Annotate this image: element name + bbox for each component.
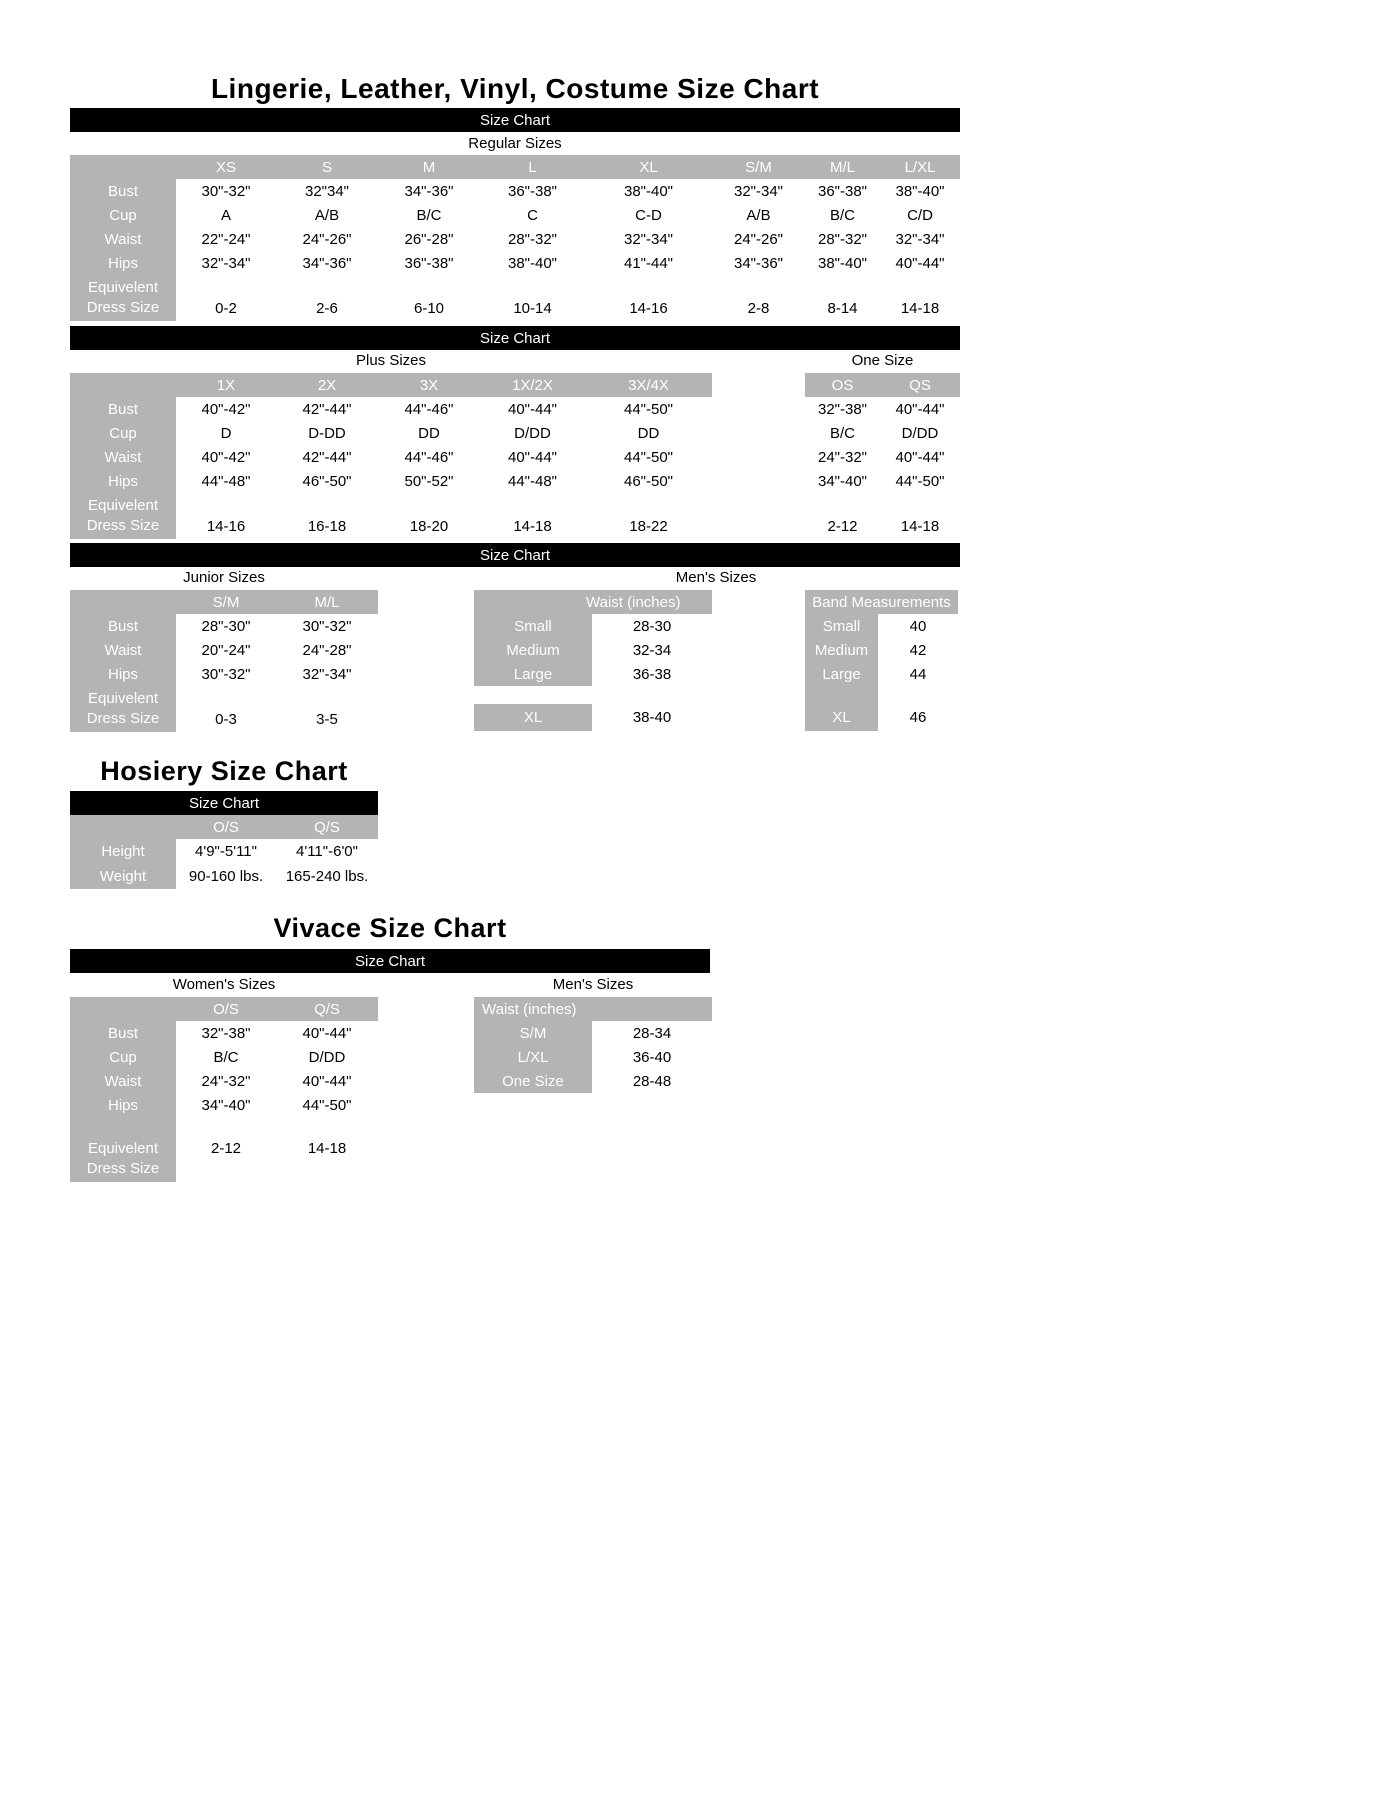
row-label: Hips — [70, 1093, 176, 1117]
table-cell: D — [176, 421, 276, 445]
corner-cell — [70, 815, 176, 839]
table-cell: 38-40 — [592, 704, 712, 731]
table-cell: 24"-28" — [276, 638, 378, 662]
table-cell: 40"-42" — [176, 445, 276, 469]
vivace-chart-title: Vivace Size Chart — [273, 913, 507, 943]
row-label: Large — [805, 662, 878, 686]
row-label: L/XL — [474, 1045, 592, 1069]
table-cell: D/DD — [480, 421, 585, 445]
vivace-womens-section-label: Women's Sizes — [172, 976, 276, 993]
row-label: Medium — [805, 638, 878, 662]
table-cell: DD — [585, 421, 712, 445]
vivace-mens-section-label: Men's Sizes — [552, 976, 634, 993]
column-header: S/M — [176, 590, 276, 614]
row-label: One Size — [474, 1069, 592, 1093]
table-cell: 32"-38" — [805, 397, 880, 421]
table-cell: 28"-32" — [805, 227, 880, 251]
one-size-section-label: One Size — [851, 352, 914, 369]
table-cell: 8-14 — [805, 275, 880, 321]
table-cell: B/C — [176, 1045, 276, 1069]
row-label: Bust — [70, 1021, 176, 1045]
column-header: M/L — [276, 590, 378, 614]
table-cell: 44"-50" — [585, 445, 712, 469]
table-cell: 50"-52" — [378, 469, 480, 493]
table-cell: 2-6 — [276, 275, 378, 321]
table-cell: 44 — [878, 662, 958, 686]
junior-sizes-section-label: Junior Sizes — [183, 569, 265, 586]
column-header: 2X — [276, 373, 378, 397]
table-cell: 44"-50" — [880, 469, 960, 493]
row-label-line: Equivelent — [87, 1140, 159, 1157]
row-label: Small — [474, 614, 592, 638]
row-label-line: Dress Size — [86, 299, 160, 316]
table-cell: A/B — [276, 203, 378, 227]
row-label: Cup — [70, 1045, 176, 1069]
column-header: Q/S — [276, 997, 378, 1021]
column-header: 3X/4X — [585, 373, 712, 397]
column-header: L — [480, 155, 585, 179]
row-label-line: Dress Size — [86, 710, 160, 727]
regular-sizes-table — [70, 155, 960, 321]
table-cell: 14-18 — [480, 493, 585, 539]
table-cell: 44"-50" — [585, 397, 712, 421]
table-cell: 44"-48" — [480, 469, 585, 493]
table-cell: 36"-38" — [480, 179, 585, 203]
table-cell: 0-3 — [176, 686, 276, 732]
table-cell: 38"-40" — [805, 251, 880, 275]
hosiery-table — [70, 815, 378, 889]
table-cell: 32"-34" — [712, 179, 805, 203]
table-cell: A — [176, 203, 276, 227]
table-cell: 44"-50" — [276, 1093, 378, 1117]
table-cell: 42"-44" — [276, 397, 378, 421]
table-cell: 32"34" — [276, 179, 378, 203]
spacer-cell — [276, 1117, 378, 1136]
column-header: M — [378, 155, 480, 179]
table-cell: 24"-26" — [712, 227, 805, 251]
waist-inches-header: Waist (inches) — [474, 997, 712, 1021]
table-cell: 26"-28" — [378, 227, 480, 251]
hosiery-chart-title: Hosiery Size Chart — [100, 756, 348, 786]
table-cell: 2-12 — [176, 1136, 276, 1182]
row-label: XL — [805, 704, 878, 731]
table-cell: 10-14 — [480, 275, 585, 321]
row-label-line: Equivelent — [87, 690, 159, 707]
table-cell: 2-12 — [805, 493, 880, 539]
table-cell: 34"-36" — [378, 179, 480, 203]
spacer-cell — [878, 686, 958, 704]
table-cell: 44"-48" — [176, 469, 276, 493]
corner-cell — [70, 590, 176, 614]
table-cell: 44"-46" — [378, 397, 480, 421]
mens-sizes-section-label: Men's Sizes — [675, 569, 757, 586]
table-cell: 44"-46" — [378, 445, 480, 469]
vivace-womens-table — [70, 997, 378, 1182]
table-cell: 38"-40" — [585, 179, 712, 203]
spacer-cell — [712, 397, 805, 421]
table-cell: C-D — [585, 203, 712, 227]
table-cell: 32"-34" — [585, 227, 712, 251]
column-header: XS — [176, 155, 276, 179]
table-cell: 90-160 lbs. — [176, 864, 276, 889]
row-label: Bust — [70, 614, 176, 638]
table-cell: 4'9"-5'11" — [176, 839, 276, 864]
table-cell: 40"-44" — [480, 445, 585, 469]
table-cell: 6-10 — [378, 275, 480, 321]
table-cell: C/D — [880, 203, 960, 227]
table-cell: 36-40 — [592, 1045, 712, 1069]
table-cell: 24"-32" — [805, 445, 880, 469]
table-cell: 34"-40" — [805, 469, 880, 493]
row-label: Bust — [70, 397, 176, 421]
corner-cell — [70, 997, 176, 1021]
row-label: Waist — [70, 638, 176, 662]
band-measurements-header: Band Measurements — [805, 590, 958, 614]
table-cell: DD — [378, 421, 480, 445]
table-cell: 40"-44" — [276, 1069, 378, 1093]
spacer-cell — [805, 686, 878, 704]
column-header: XL — [585, 155, 712, 179]
row-label: Hips — [70, 469, 176, 493]
column-header: 1X — [176, 373, 276, 397]
table-cell: 30"-32" — [176, 179, 276, 203]
table-cell: 14-18 — [276, 1136, 378, 1182]
row-label-line: Dress Size — [86, 1160, 160, 1177]
regular-sizes-section-label: Regular Sizes — [468, 135, 562, 152]
table-cell: 18-22 — [585, 493, 712, 539]
table-cell: 40"-44" — [880, 251, 960, 275]
corner-cell — [70, 373, 176, 397]
row-label: Small — [805, 614, 878, 638]
junior-sizes-table — [70, 590, 378, 732]
table-cell: 14-18 — [880, 493, 960, 539]
table-cell: 46"-50" — [276, 469, 378, 493]
row-label: Cup — [70, 203, 176, 227]
table-cell: 30"-32" — [276, 614, 378, 638]
column-header: O/S — [176, 815, 276, 839]
table-cell: 165-240 lbs. — [276, 864, 378, 889]
corner-cell — [70, 155, 176, 179]
table-cell: 20"-24" — [176, 638, 276, 662]
table-cell: 28-34 — [592, 1021, 712, 1045]
vivace-mens-table — [474, 997, 712, 1093]
table-cell: 34"-36" — [276, 251, 378, 275]
table-cell: 28-30 — [592, 614, 712, 638]
table-cell: 14-16 — [176, 493, 276, 539]
row-label: XL — [474, 704, 592, 731]
column-header: S/M — [712, 155, 805, 179]
hosiery-size-chart-bar: Size Chart — [70, 791, 378, 815]
spacer-cell — [712, 373, 805, 397]
mens-waist-table — [474, 590, 712, 731]
table-cell: A/B — [712, 203, 805, 227]
row-label: Height — [70, 839, 176, 864]
table-cell: 36"-38" — [378, 251, 480, 275]
row-label: Waist — [70, 445, 176, 469]
row-label: Bust — [70, 179, 176, 203]
row-label: Hips — [70, 251, 176, 275]
table-cell: 34"-40" — [176, 1093, 276, 1117]
table-cell: 36"-38" — [805, 179, 880, 203]
table-cell: 34"-36" — [712, 251, 805, 275]
table-cell: 36-38 — [592, 662, 712, 686]
row-label-equivelent-dress-size — [70, 275, 176, 321]
table-cell: 38"-40" — [480, 251, 585, 275]
row-label-equivelent-dress-size — [70, 686, 176, 732]
table-cell: 14-18 — [880, 275, 960, 321]
table-cell: D-DD — [276, 421, 378, 445]
table-cell: 40"-44" — [880, 397, 960, 421]
table-cell: 40"-44" — [276, 1021, 378, 1045]
table-cell: 40 — [878, 614, 958, 638]
table-cell: C — [480, 203, 585, 227]
table-cell: 42 — [878, 638, 958, 662]
table-cell: 14-16 — [585, 275, 712, 321]
row-label-equivelent-dress-size — [70, 493, 176, 539]
table-cell: 28"-32" — [480, 227, 585, 251]
table-cell: 32"-38" — [176, 1021, 276, 1045]
table-cell: 40"-44" — [480, 397, 585, 421]
table-cell: 46"-50" — [585, 469, 712, 493]
plus-sizes-section-label: Plus Sizes — [355, 352, 427, 369]
size-chart-bar-3: Size Chart — [70, 543, 960, 567]
table-cell: 28-48 — [592, 1069, 712, 1093]
table-cell: 22"-24" — [176, 227, 276, 251]
spacer-cell — [712, 445, 805, 469]
row-label: Waist — [70, 227, 176, 251]
table-cell: B/C — [805, 203, 880, 227]
row-label: Hips — [70, 662, 176, 686]
row-label: Large — [474, 662, 592, 686]
row-label-line: Equivelent — [87, 279, 159, 296]
column-header: O/S — [176, 997, 276, 1021]
table-cell: 3-5 — [276, 686, 378, 732]
table-cell: 32"-34" — [276, 662, 378, 686]
table-cell: 24"-26" — [276, 227, 378, 251]
lingerie-chart-title: Lingerie, Leather, Vinyl, Costume Size Chart — [210, 73, 820, 104]
table-cell: 30"-32" — [176, 662, 276, 686]
plus-sizes-table — [70, 373, 960, 539]
table-cell: 4'11"-6'0" — [276, 839, 378, 864]
spacer-cell — [712, 493, 805, 539]
size-chart-bar-1: Size Chart — [70, 108, 960, 132]
table-cell: 46 — [878, 704, 958, 731]
table-cell: D/DD — [276, 1045, 378, 1069]
table-cell: 16-18 — [276, 493, 378, 539]
column-header: 1X/2X — [480, 373, 585, 397]
table-cell: 40"-42" — [176, 397, 276, 421]
table-cell: 42"-44" — [276, 445, 378, 469]
table-cell: 38"-40" — [880, 179, 960, 203]
row-label-line: Dress Size — [86, 517, 160, 534]
row-label-line: Equivelent — [87, 497, 159, 514]
column-header: 3X — [378, 373, 480, 397]
column-header: QS — [880, 373, 960, 397]
band-measurements-table — [805, 590, 958, 731]
table-cell: 0-2 — [176, 275, 276, 321]
table-cell: 2-8 — [712, 275, 805, 321]
row-label: Medium — [474, 638, 592, 662]
spacer-cell — [176, 1117, 276, 1136]
size-chart-bar-2: Size Chart — [70, 326, 960, 350]
spacer-row — [474, 686, 712, 704]
spacer-cell — [712, 469, 805, 493]
column-header: L/XL — [880, 155, 960, 179]
row-label-equivelent-dress-size — [70, 1136, 176, 1182]
row-label: Weight — [70, 864, 176, 889]
vivace-size-chart-bar: Size Chart — [70, 949, 710, 973]
column-header: Q/S — [276, 815, 378, 839]
table-cell: 40"-44" — [880, 445, 960, 469]
table-cell: B/C — [805, 421, 880, 445]
column-header: S — [276, 155, 378, 179]
table-cell: 24"-32" — [176, 1069, 276, 1093]
table-cell: 18-20 — [378, 493, 480, 539]
table-cell: 32-34 — [592, 638, 712, 662]
table-cell: 41"-44" — [585, 251, 712, 275]
table-cell: D/DD — [880, 421, 960, 445]
row-label: Waist — [70, 1069, 176, 1093]
spacer-cell — [712, 421, 805, 445]
table-cell: B/C — [378, 203, 480, 227]
table-cell: 28"-30" — [176, 614, 276, 638]
waist-inches-header: Waist (inches) — [474, 590, 712, 614]
row-label: Cup — [70, 421, 176, 445]
table-cell: 32"-34" — [880, 227, 960, 251]
row-label: S/M — [474, 1021, 592, 1045]
spacer-cell — [70, 1117, 176, 1136]
column-header: M/L — [805, 155, 880, 179]
table-cell: 32"-34" — [176, 251, 276, 275]
column-header: OS — [805, 373, 880, 397]
